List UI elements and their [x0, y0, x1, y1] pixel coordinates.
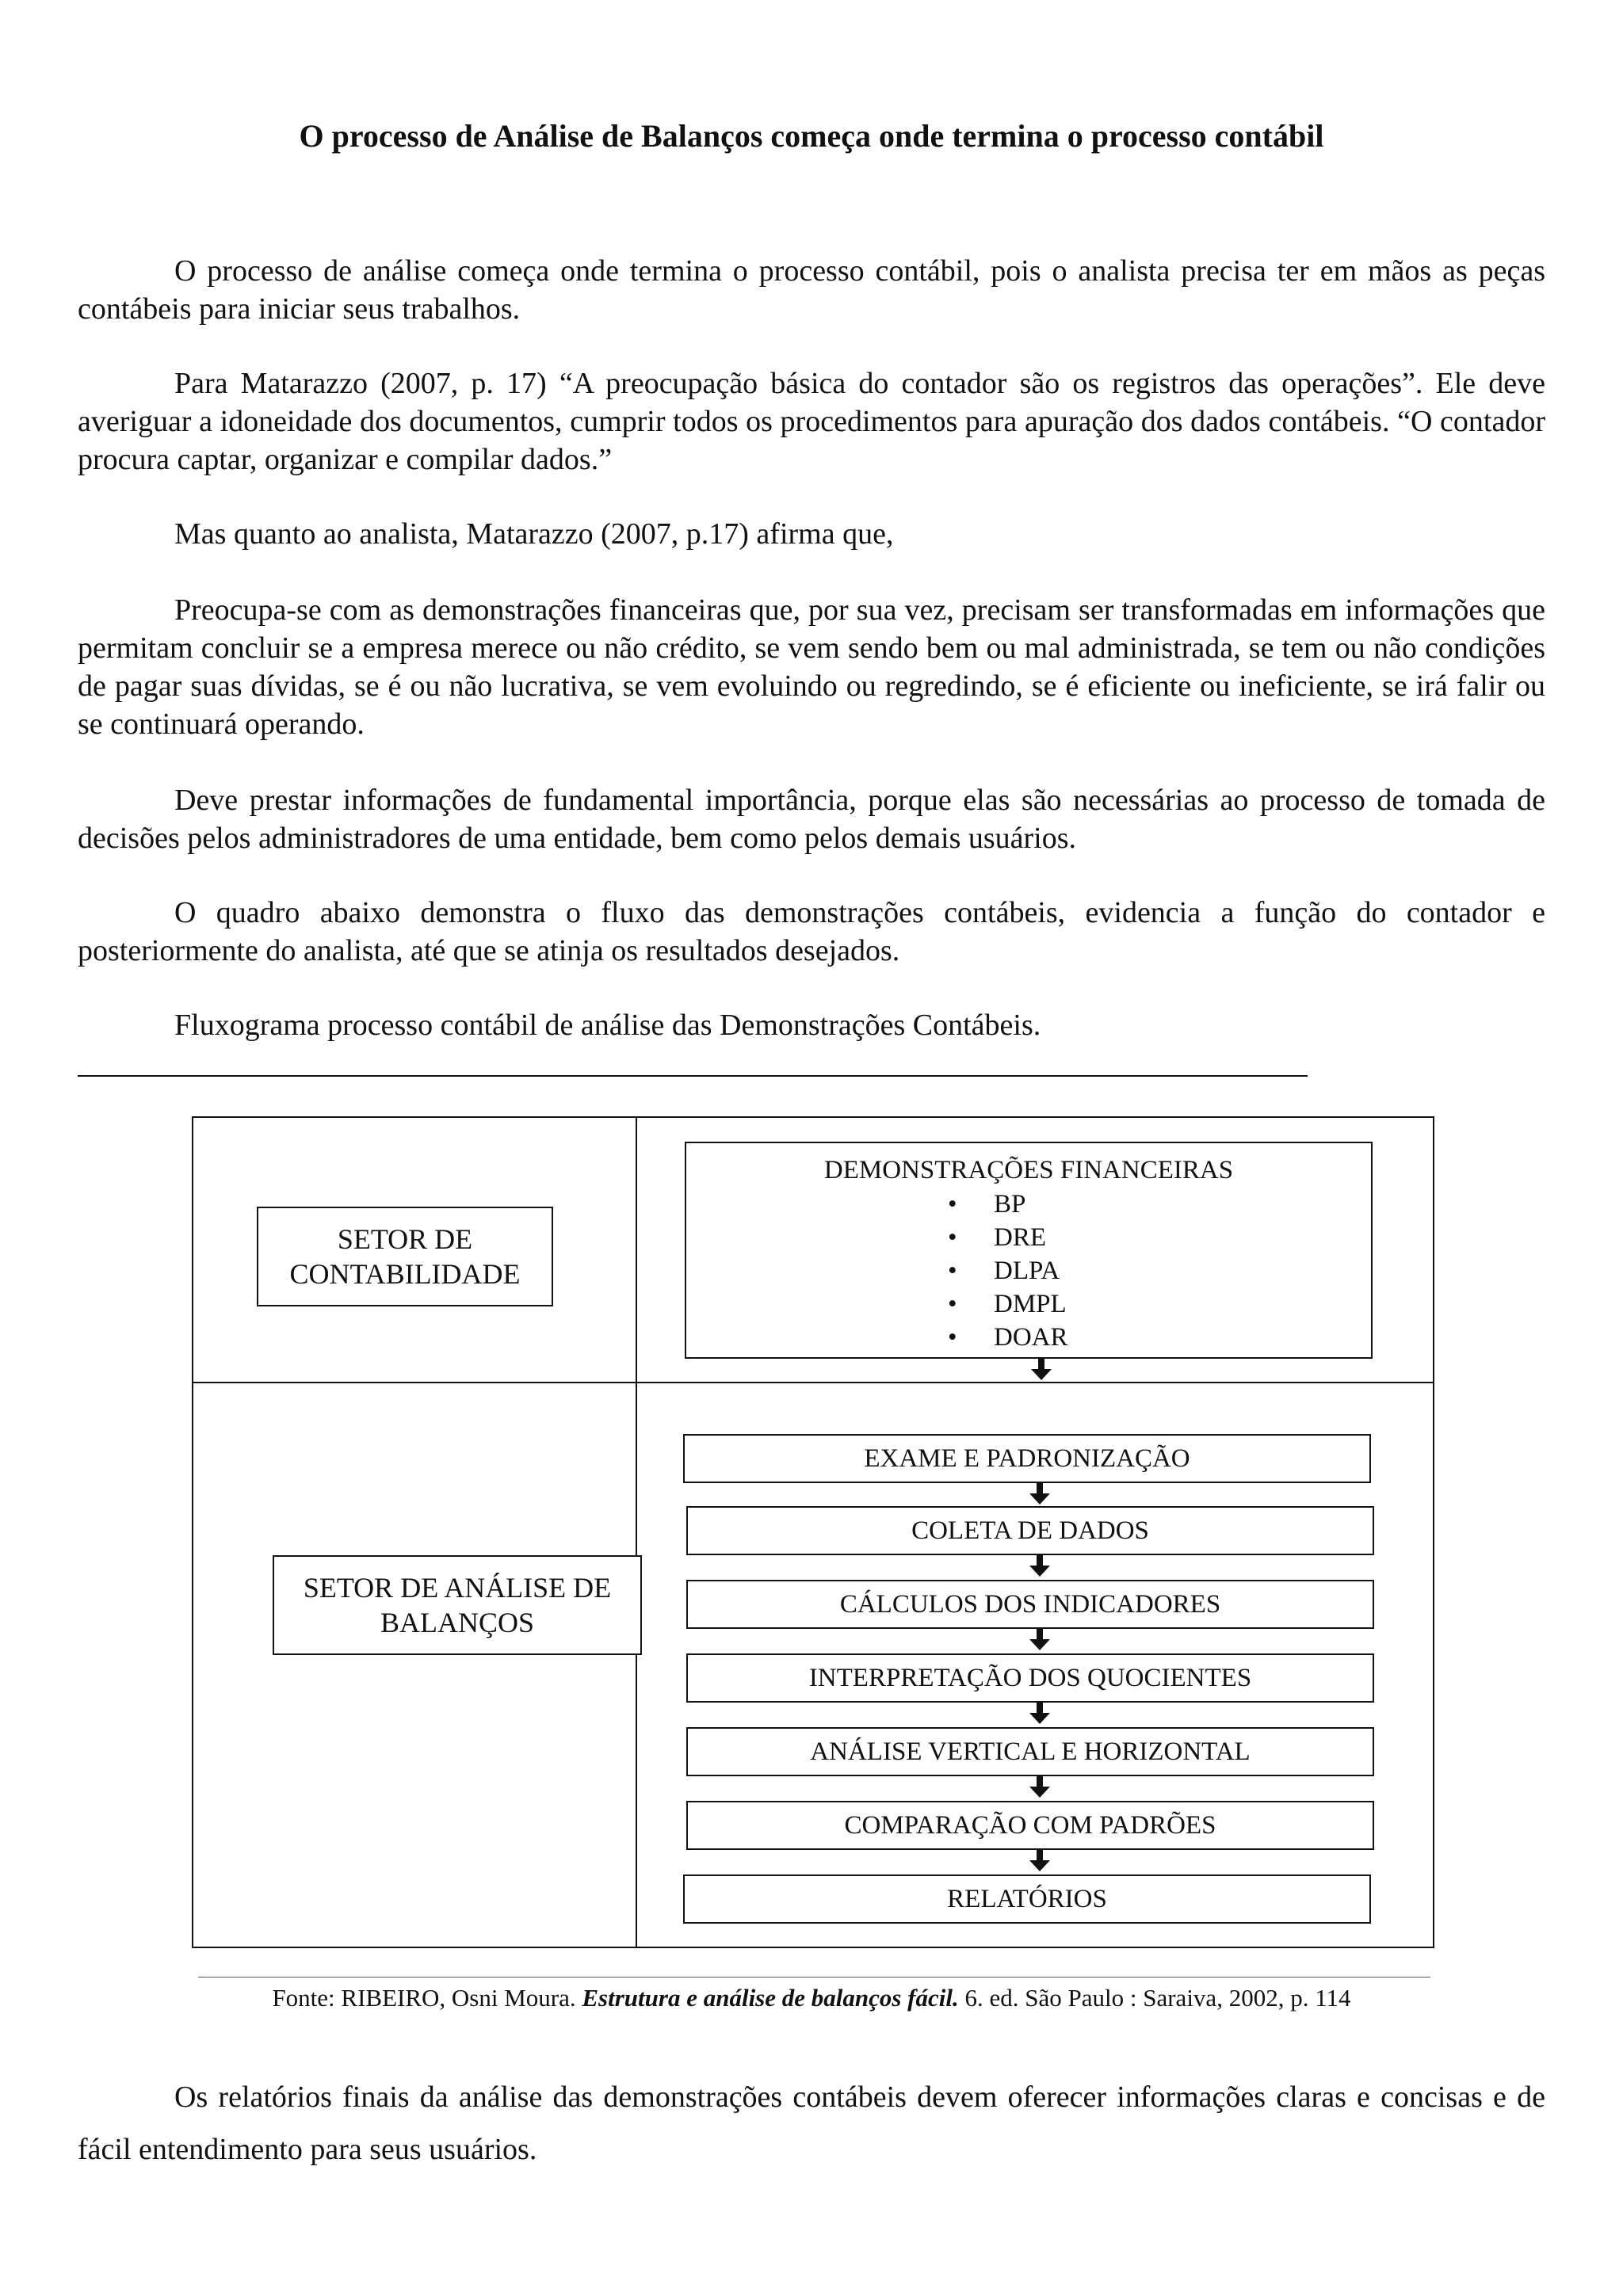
paragraph-1: O processo de análise começa onde termina o processo contábil, pois o analista precisa ter em mãos as peças contábeis para iniciar seus trabalhos. [78, 254, 1545, 326]
flowchart [192, 1116, 1434, 1948]
list-item: • DOAR [948, 1321, 1068, 1354]
paragraph-3: Mas quanto ao analista, Matarazzo (2007, p.17) afirma que, [174, 517, 894, 551]
financial-statements-title: DEMONSTRAÇÕES FINANCEIRAS [823, 1156, 1234, 1184]
arrow-down-icon [1033, 1849, 1046, 1870]
sector-accounting-label: SETOR DE CONTABILIDADE [289, 1223, 521, 1290]
list-item: • DLPA [948, 1254, 1068, 1287]
sector-accounting-box [257, 1207, 553, 1306]
list-item: • BP [948, 1188, 1068, 1221]
paragraph-5: Deve prestar informações de fundamental importância, porque elas são necessárias ao processo de tomada de decisões pelos administradores de uma entidade, bem como pelos demais usuários. [78, 784, 1545, 855]
source-citation: Fonte: RIBEIRO, Osni Moura. Estrutura e análise de balanços fácil. 6. ed. São Paulo : Saraiva, 2002, p. 114 [272, 1984, 1351, 2012]
step-box: COLETA DE DADOS [686, 1506, 1374, 1555]
step-box: ANÁLISE VERTICAL E HORIZONTAL [686, 1727, 1374, 1776]
sector-analysis-label: SETOR DE ANÁLISE DE BALANÇOS [303, 1572, 612, 1638]
arrow-down-icon [1033, 1482, 1046, 1503]
step-box: INTERPRETAÇÃO DOS QUOCIENTES [686, 1653, 1374, 1703]
arrow-down-icon [1033, 1554, 1046, 1575]
financial-statements-box [685, 1142, 1373, 1359]
flowchart-caption: Fluxograma processo contábil de análise das Demonstrações Contábeis. [174, 1009, 1041, 1042]
paragraph-2: Para Matarazzo (2007, p. 17) “A preocupação básica do contador são os registros das operações”. Ele deve averiguar a idoneidade dos documentos, cumprir todos os procedimentos para apuração dos dados contábeis. “O contador procura captar, organizar e compilar dados.” [78, 367, 1545, 476]
source-book-title: Estrutura e análise de balanços fácil. [582, 1984, 959, 2012]
caption-underline [78, 1075, 1308, 1077]
financial-statements-list [948, 1188, 1068, 1354]
bullet-icon: • [948, 1290, 957, 1318]
arrow-down-icon [1035, 1358, 1048, 1379]
step-box: COMPARAÇÃO COM PADRÕES [686, 1801, 1374, 1850]
arrow-down-icon [1033, 1628, 1046, 1649]
paragraph-quote: Preocupa-se com as demonstrações financeiras que, por sua vez, precisam ser transformadas em informações que permitam concluir se a empresa merece ou não crédito, se vem sendo bem ou mal administrada, se tem ou não condições de pagar suas dívidas, se é ou não lucrativa, se vem evoluindo ou regredindo, se é eficiente ou ineficiente, se irá falir ou se continuará operando. [78, 593, 1545, 741]
paragraph-6: O quadro abaixo demonstra o fluxo das demonstrações contábeis, evidencia a função do contador e posteriormente do analista, até que se atinja os resultados desejados. [78, 896, 1545, 967]
step-box: EXAME E PADRONIZAÇÃO [683, 1434, 1371, 1483]
sector-analysis-box [273, 1555, 642, 1655]
list-item: • DMPL [948, 1287, 1068, 1321]
flowchart-row-divider [193, 1382, 1433, 1383]
arrow-down-icon [1033, 1702, 1046, 1722]
bullet-icon: • [948, 1257, 957, 1285]
bullet-icon: • [948, 1190, 957, 1219]
source-divider [198, 1977, 1430, 1978]
list-item: • DRE [948, 1221, 1068, 1254]
arrow-down-icon [1033, 1775, 1046, 1796]
step-box: CÁLCULOS DOS INDICADORES [686, 1580, 1374, 1629]
flowchart-column-divider [636, 1118, 637, 1947]
bullet-icon: • [948, 1323, 957, 1352]
bullet-icon: • [948, 1223, 957, 1252]
page-title: O processo de Análise de Balanços começa onde termina o processo contábil [299, 118, 1324, 154]
final-paragraph: Os relatórios finais da análise das demonstrações contábeis devem oferecer informações claras e concisas e de fácil entendimento para seus usuários. [78, 2081, 1545, 2166]
step-box: RELATÓRIOS [683, 1875, 1371, 1924]
